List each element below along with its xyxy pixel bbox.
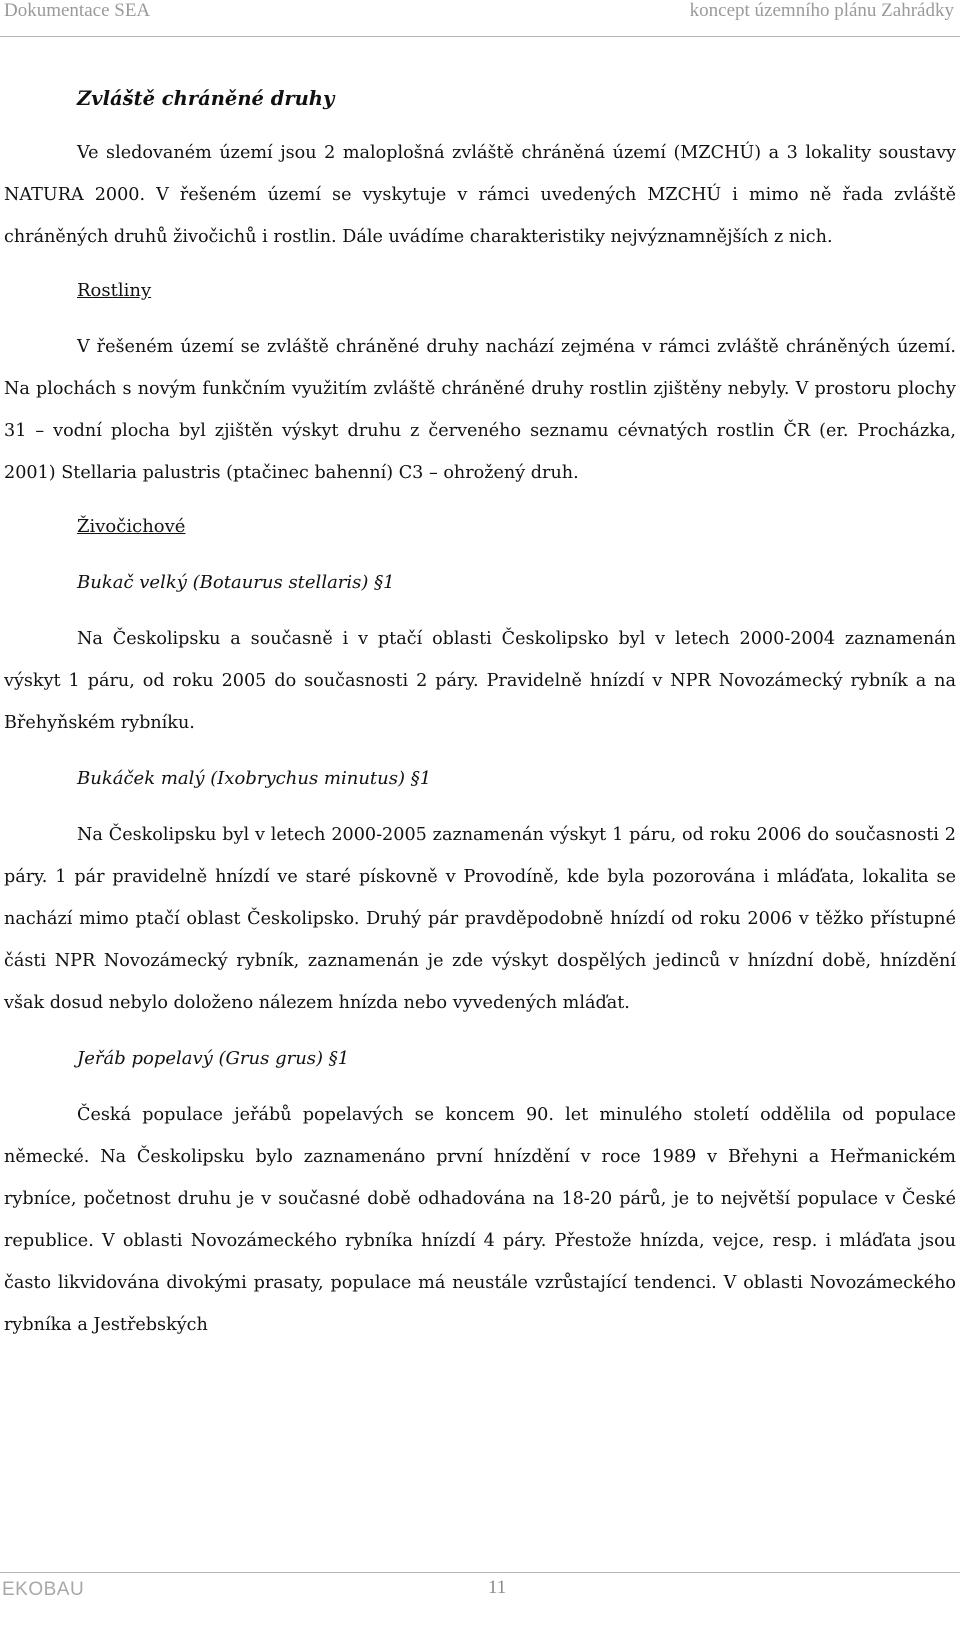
species-heading-bukacek: Bukáček malý (Ixobrychus minutus) §1 — [77, 768, 432, 789]
plants-paragraph: V řešeném území se zvláště chráněné druhy nachází zejména v rámci zvláště chráněných území. Na plochách s novým funkčním využitím zvláště chráněné druhy rostlin zjištěny nebyly. V prostoru plochy 31 – vodní plocha byl zjištěn výskyt druhu z červeného seznamu cévnatých rostlin ČR (er. Procházka, 2001) Stellaria palustris (ptačinec bahenní) C3 – ohrožený druh. — [4, 337, 956, 483]
header-project-title: koncept územního plánu Zahrádky — [689, 0, 954, 21]
intro-paragraph: Ve sledovaném území jsou 2 maloplošná zvláště chráněná území (MZCHÚ) a 3 lokality soustavy NATURA 2000. V řešeném území se vyskytuje v rámci uvedených MZCHÚ i mimo ně řada zvláště chráněných druhů živočichů i rostlin. Dále uvádíme charakteristiky nejvýznamnějších z nich. — [4, 143, 956, 247]
species-paragraph-bukacek: Na Českolipsku byl v letech 2000-2005 zaznamenán výskyt 1 páru, od roku 2006 do současnosti 2 páry. 1 pár pravidelně hnízdí ve staré pískovně v Provodíně, kde byla pozorována i mláďata, lokalita se nachází mimo ptačí oblast Českolipsko. Druhý pár pravděpodobně hnízdí od roku 2006 v těžko přístupné části NPR Novozámecký rybník, zaznamenán je zde výskyt dospělých jedinců v hnízdní době, hnízdění však dosud nebylo doloženo nálezem hnízda nebo vyvedených mláďat. — [4, 825, 956, 1013]
page-content — [4, 84, 956, 1346]
species-heading-bukac: Bukač velký (Botaurus stellaris) §1 — [77, 572, 395, 593]
footer-company: EKOBAU — [2, 1579, 85, 1600]
page-header — [0, 0, 960, 37]
header-document-title: Dokumentace SEA — [4, 0, 151, 21]
page-number: 11 — [488, 1577, 507, 1598]
page-footer — [0, 1572, 960, 1635]
section-title: Zvláště chráněné druhy — [77, 87, 335, 110]
species-paragraph-jerab: Česká populace jeřábů popelavých se koncem 90. let minulého století oddělila od populace německé. Na Českolipsku bylo zaznamenáno první hnízdění v roce 1989 v Břehyni a Heřmanickém rybníce, početnost druhu je v současné době odhadována na 18-20 párů, je to největší populace v České republice. V oblasti Novozámeckého rybníka hnízdí 4 páry. Přestože hnízda, vejce, resp. i mláďata jsou často likvidována divokými prasaty, populace má neustále vzrůstající tendenci. V oblasti Novozámeckého rybníka a Jestřebských — [4, 1105, 956, 1335]
animals-subheading: Živočichové — [77, 516, 186, 537]
plants-subheading: Rostliny — [77, 280, 152, 301]
species-heading-jerab: Jeřáb popelavý (Grus grus) §1 — [77, 1048, 350, 1069]
species-paragraph-bukac: Na Českolipsku a současně i v ptačí oblasti Českolipsko byl v letech 2000-2004 zaznamenán výskyt 1 páru, od roku 2005 do současnosti 2 páry. Pravidelně hnízdí v NPR Novozámecký rybník a na Břehyňském rybníku. — [4, 629, 956, 733]
